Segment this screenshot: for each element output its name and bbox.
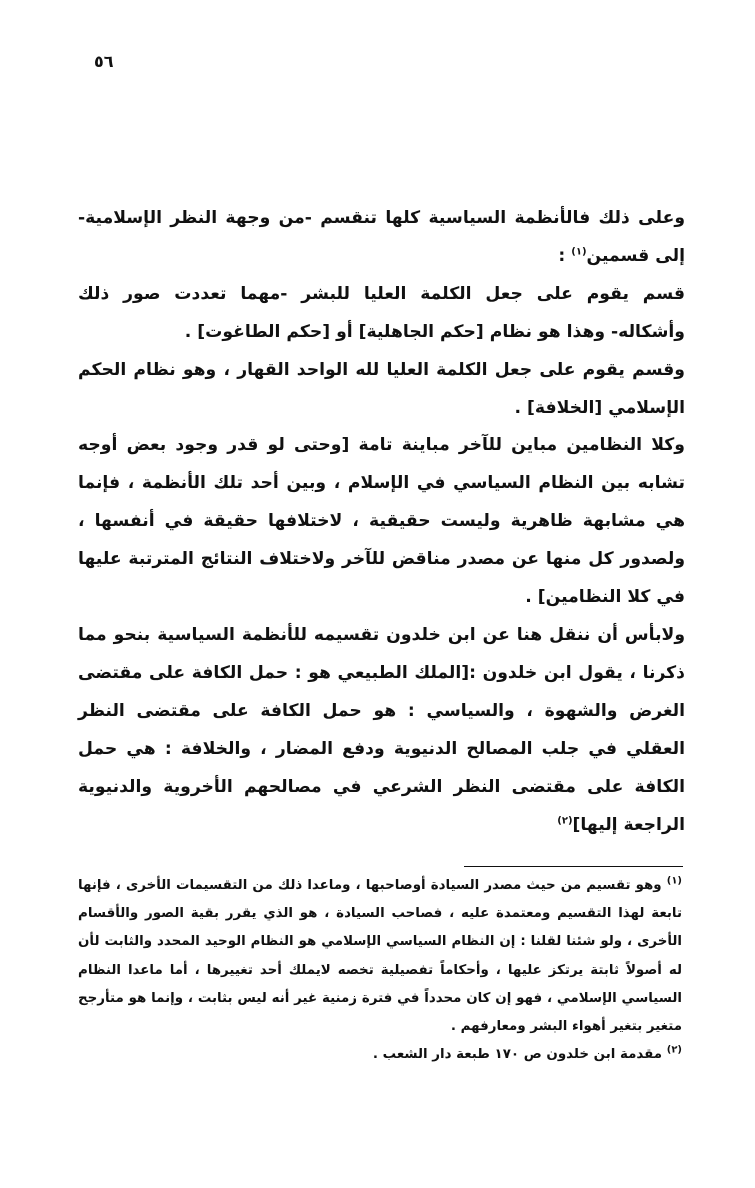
footnotes <box>78 872 682 1069</box>
paragraph <box>78 352 685 428</box>
paragraph <box>78 276 685 352</box>
paragraph-text: وعلى ذلك فالأنظمة السياسية كلها تنقسم -من وجهة النظر الإسلامية- إلى قسمين <box>78 208 685 266</box>
footnote-marker: (٢) <box>666 1044 682 1056</box>
paragraph-text: وكلا النظامين مباين للآخر مباينة تامة [وحتى لو قدر وجود بعض أوجه تشابه بين النظام السياسي في الإسلام ، وبين أحد تلك الأنظمة ، فإنما هي مشابهة ظاهرية وليست حقيقية ، لاختلافها حقيقة في أنفسها ، ولصدور كل منها عن مصدر مناقض للآخر ولاختلاف النتائج المترتبة عليها في كلا النظامين] . <box>78 435 685 608</box>
footnote-ref[interactable]: (٢) <box>557 814 573 826</box>
footnote <box>78 1041 682 1069</box>
footnote <box>78 872 682 1041</box>
paragraph <box>78 200 685 276</box>
paragraph-text-end: : <box>558 245 572 266</box>
page-number: ٥٦ <box>94 52 114 71</box>
footnote-divider <box>464 866 683 867</box>
footnote-text: وهو تقسيم من حيث مصدر السيادة أوصاحبها ، وماعدا ذلك من التقسيمات الأخرى ، فإنها تابعة لهذا التقسيم ومعتمدة عليه ، فصاحب السيادة ، هو الذي يقرر بقية الصور والأقسام الأخرى ، ولو شئنا لقلنا : إن النظام السياسي الإسلامي هو النظام الوحيد المحدد والثابت لأن له أصولاً ثابتة يرتكز عليها ، وأحكاماً تفصيلية تخصه لايملك أحد تغييرها ، أما ماعدا النظام السياسي الإسلامي ، فهو إن كان محدداً في فترة زمنية غير أنه ليس بثابت ، وإنما هو متأرجح متغير بتغير أهواء البشر ومعارفهم . <box>78 878 682 1035</box>
paragraph <box>78 427 685 617</box>
paragraph-text: قسم يقوم على جعل الكلمة العليا للبشر -مهما تعددت صور ذلك وأشكاله- وهذا هو نظام [حكم الجاهلية] أو [حكم الطاغوت] . <box>78 283 685 342</box>
paragraph <box>78 617 685 844</box>
footnote-ref[interactable]: (١) <box>571 246 587 258</box>
footnote-marker: (١) <box>666 875 682 887</box>
paragraph-text: ولابأس أن ننقل هنا عن ابن خلدون تقسيمه للأنظمة السياسية بنحو مما ذكرنا ، يقول ابن خلدون :[الملك الطبيعي هو : حمل الكافة على مقتضى الغرض والشهوة ، والسياسي : هو حمل الكافة على مقتضى النظر العقلي في جلب المصالح الدنيوية ودفع المضار ، والخلافة : هي حمل الكافة على مقتضى النظر الشرعي في مصالحهم الأخروية والدنيوية الراجعة إليها] <box>78 624 685 835</box>
main-text <box>78 200 685 844</box>
footnote-text: مقدمة ابن خلدون ص ١٧٠ طبعة دار الشعب . <box>372 1047 667 1063</box>
paragraph-text: وقسم يقوم على جعل الكلمة العليا لله الواحد القهار ، وهو نظام الحكم الإسلامي [الخلافة] . <box>78 359 685 418</box>
